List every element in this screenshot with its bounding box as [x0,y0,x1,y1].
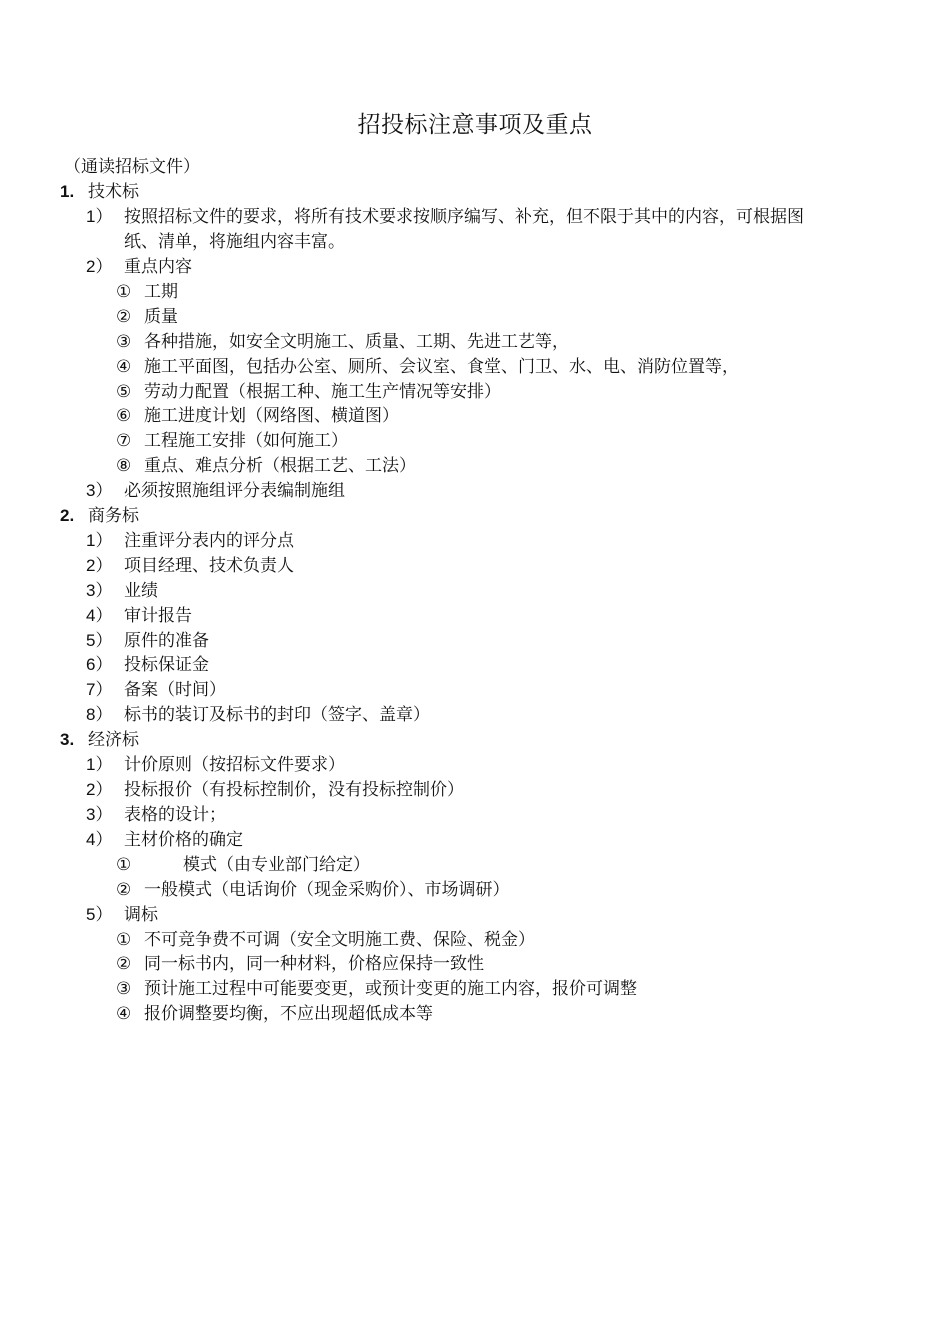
sub-item-mark: ① [116,282,132,302]
list-item [86,828,243,853]
sub-item [116,952,484,977]
sub-item-text: 报价调整要均衡，不应出现超低成本等 [144,1004,433,1024]
item-number: 7） [86,680,113,699]
item-number: 1） [86,755,113,774]
list-item [86,529,294,554]
list-item [86,479,345,504]
section-2-heading [60,504,139,529]
sub-item-text: 不可竞争费不可调（安全文明施工费、保险、税金） [144,930,535,950]
item-text: 计价原则（按招标文件要求） [124,755,345,775]
document-note: （通读招标文件） [64,157,200,177]
sub-item-mark: ③ [116,332,132,352]
list-item [86,803,226,828]
sub-item-mark: ② [116,880,132,900]
sub-item-text: 同一标书内，同一种材料，价格应保持一致性 [144,954,484,974]
sub-item-text: 工期 [144,282,178,302]
section-label: 经济标 [88,730,139,750]
item-number: 8） [86,705,113,724]
list-item [86,205,804,230]
item-text: 表格的设计； [124,805,226,825]
list-item [86,678,226,703]
item-number: 4） [86,830,113,849]
list-item [86,703,430,728]
list-item [86,604,192,629]
item-text: 调标 [124,905,158,925]
section-number: 3. [60,730,75,749]
sub-item-text: 施工平面图，包括办公室、厕所、会议室、食堂、门卫、水、电、消防位置等， [144,357,739,377]
item-number: 2） [86,257,113,276]
item-text: 原件的准备 [124,631,209,651]
item-text: 业绩 [124,581,158,601]
section-number: 1. [60,182,75,201]
sub-item-text: 质量 [144,307,178,327]
sub-item-mark: ⑧ [116,456,132,476]
item-number: 1） [86,531,113,550]
list-item [86,903,158,928]
sub-item-text: 模式（由专业部门给定） [183,855,370,875]
sub-item-text: 工程施工安排（如何施工） [144,431,348,451]
section-number: 2. [60,506,75,525]
sub-item-mark: ④ [116,1004,132,1024]
sub-item-mark: ① [116,855,132,875]
item-text: 必须按照施组评分表编制施组 [124,481,345,501]
sub-item-mark: ③ [116,979,132,999]
item-number: 2） [86,780,113,799]
item-text: 审计报告 [124,606,192,626]
sub-item-mark: ⑦ [116,431,132,451]
item-number: 2） [86,556,113,575]
item-text: 投标保证金 [124,655,209,675]
sub-item-text: 各种措施，如安全文明施工、质量、工期、先进工艺等， [144,332,569,352]
sub-item-text: 施工进度计划（网络图、横道图） [144,406,399,426]
section-1-heading [60,180,139,205]
item-text: 主材价格的确定 [124,830,243,850]
item-text: 注重评分表内的评分点 [124,531,294,551]
sub-item-text: 预计施工过程中可能要变更，或预计变更的施工内容，报价可调整 [144,979,637,999]
item-text: 项目经理、技术负责人 [124,556,294,576]
list-item [86,653,209,678]
item-text: 按照招标文件的要求，将所有技术要求按顺序编写、补充，但不限于其中的内容，可根据图 [124,207,804,227]
sub-item [116,429,348,454]
sub-item-text: 一般模式（电话询价（现金采购价）、市场调研） [144,880,510,900]
sub-item-text: 重点、难点分析（根据工艺、工法） [144,456,416,476]
sub-item-mark: ⑥ [116,406,132,426]
item-number: 4） [86,606,113,625]
sub-item-text: 劳动力配置（根据工种、施工生产情况等安排） [144,382,501,402]
section-label: 商务标 [88,506,139,526]
sub-item-mark: ⑤ [116,382,132,402]
section-3-heading [60,728,139,753]
item-text: 投标报价（有投标控制价，没有投标控制价） [124,780,464,800]
sub-item [116,853,370,878]
sub-item-mark: ① [116,930,132,950]
item-text: 备案（时间） [124,680,226,700]
sub-item [116,305,178,330]
sub-item [116,1002,433,1027]
list-item [86,255,192,280]
item-number: 3） [86,481,113,500]
list-item [86,554,294,579]
sub-item [116,380,501,405]
list-item [86,753,345,778]
sub-item [116,404,399,429]
sub-item [116,454,416,479]
sub-item-mark: ② [116,307,132,327]
item-number: 6） [86,655,113,674]
sub-item [116,330,569,355]
sub-item [116,280,178,305]
list-item [86,778,464,803]
item-text: 重点内容 [124,257,192,277]
sub-item [116,928,535,953]
sub-item-mark: ② [116,954,132,974]
list-item [86,629,209,654]
sub-item [116,977,637,1002]
item-number: 1） [86,207,113,226]
item-number: 5） [86,905,113,924]
item-number: 3） [86,581,113,600]
item-text: 标书的装订及标书的封印（签字、盖章） [124,705,430,725]
list-item-continuation: 纸、清单，将施组内容丰富。 [124,232,345,252]
list-item [86,579,158,604]
section-label: 技术标 [88,182,139,202]
item-number: 5） [86,631,113,650]
sub-item-mark: ④ [116,357,132,377]
sub-item [116,355,739,380]
document-title: 招投标注意事项及重点 [357,112,593,138]
sub-item [116,878,510,903]
item-number: 3） [86,805,113,824]
